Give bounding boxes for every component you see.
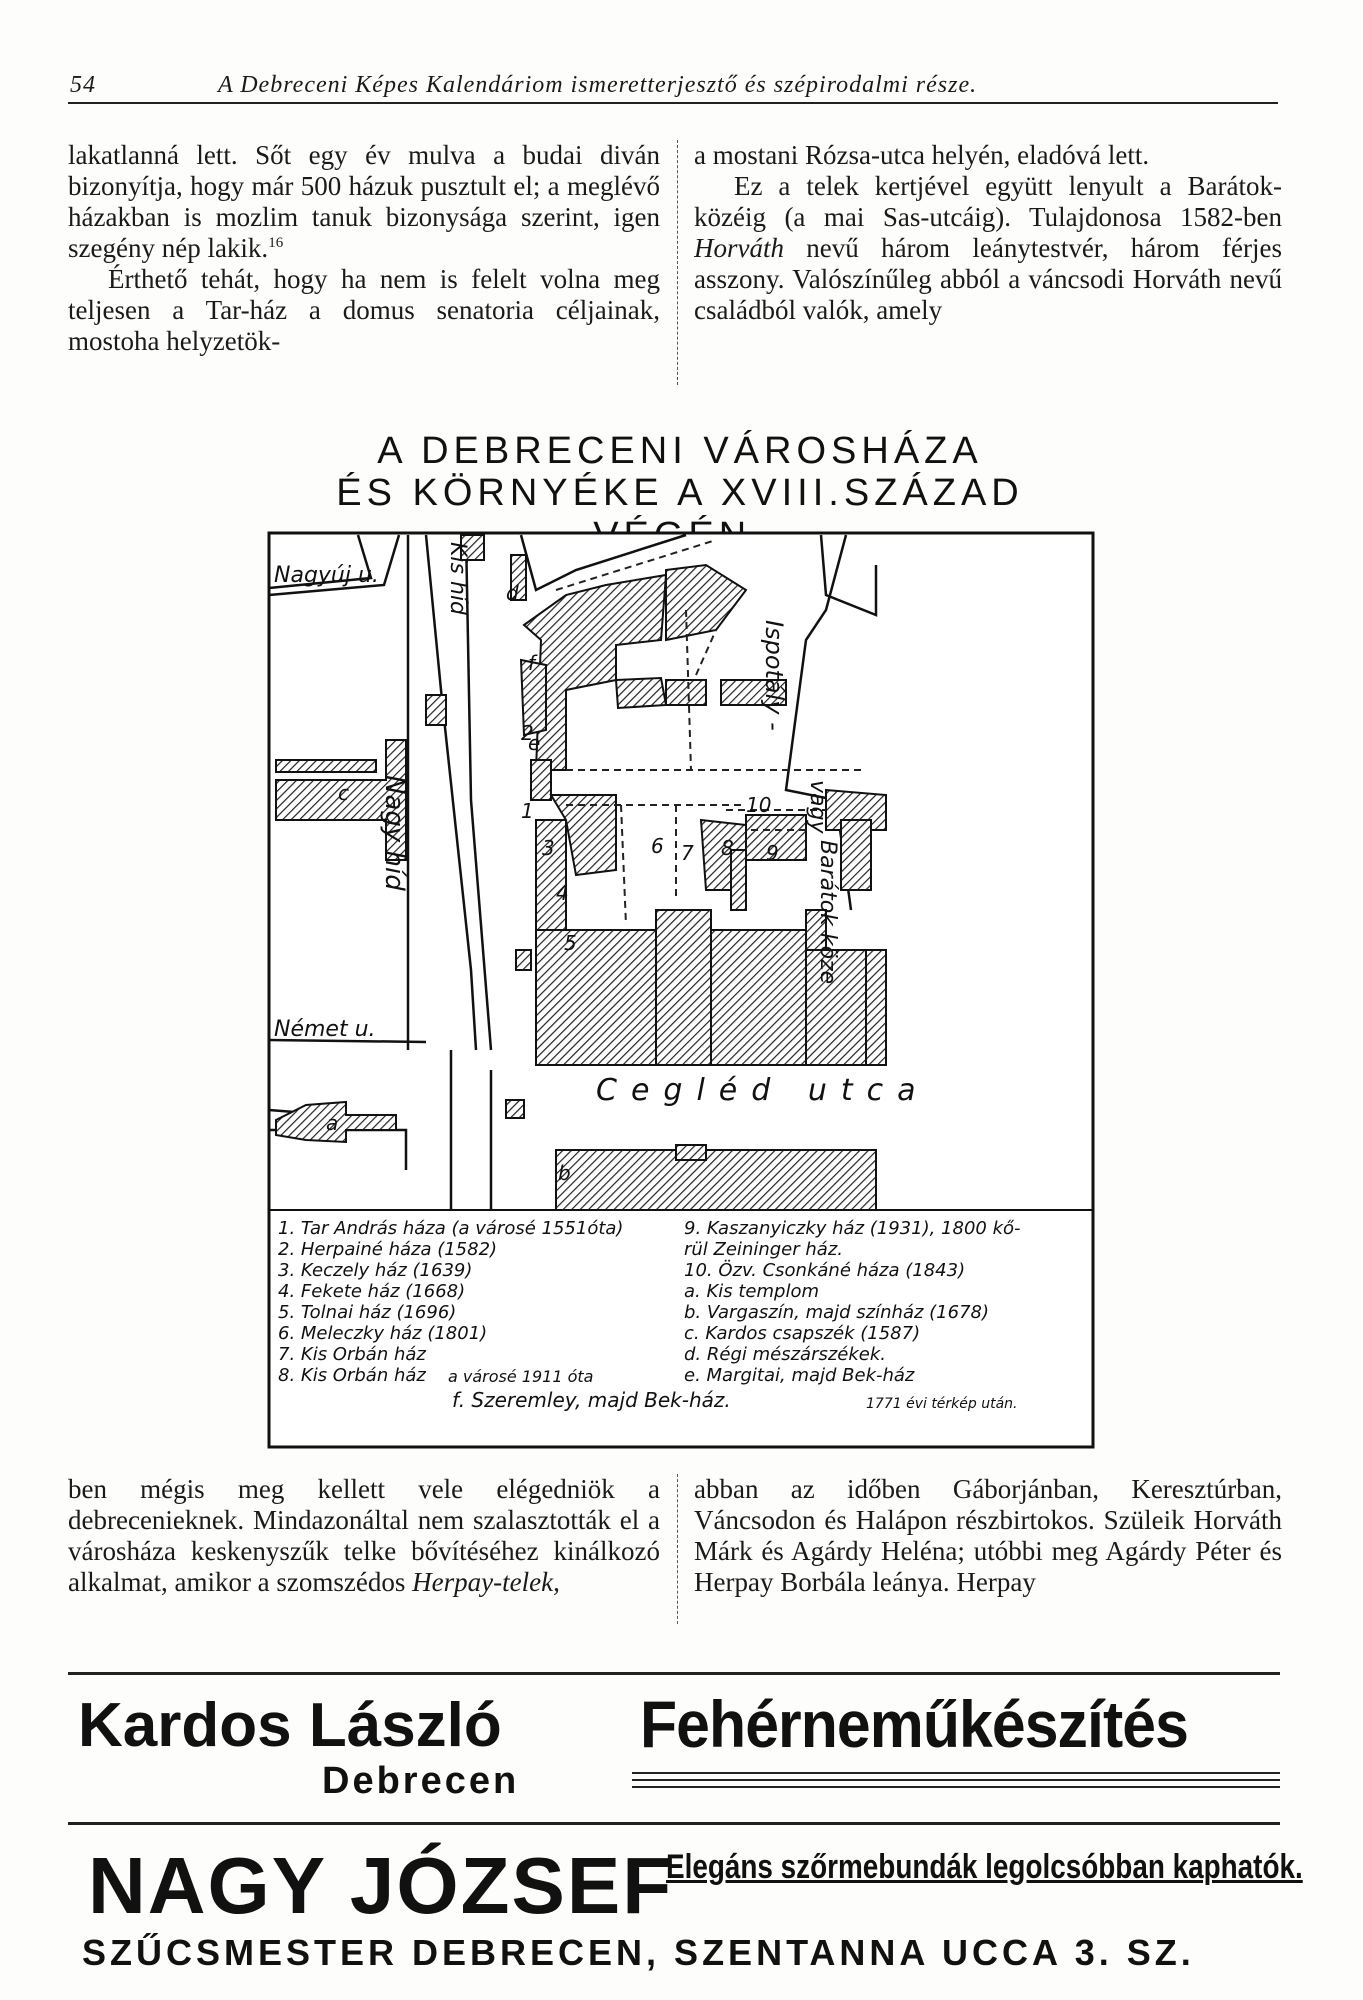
plot-label: 3: [542, 836, 555, 860]
legend-item: a. Kis templom: [684, 1281, 820, 1302]
legend-item: 2. Herpainé háza (1582): [278, 1239, 498, 1260]
ad-kardos-trade: Fehérneműkészítés: [640, 1687, 1188, 1761]
legend-item: c. Kardos csapszék (1587): [684, 1323, 921, 1344]
bottom-right-column: [694, 1474, 1282, 1634]
label-nagy-hid: Nagy híd: [379, 775, 409, 891]
legend-left: [278, 1218, 623, 1386]
map-figure: [266, 530, 1096, 1450]
plot-label: c: [338, 781, 349, 805]
legend-brace-note: a városé 1911 óta: [448, 1367, 594, 1386]
paragraph: a mostani Rózsa-utca helyén, eladóvá lett.: [694, 140, 1150, 170]
top-right-column: [694, 140, 1282, 390]
paragraph: abban az időben Gáborjánban, Keresztúrban, Váncsodon és Halápon részbirtokos. Szüleik Horváth Márk és Agárdy Heléna; utóbbi meg Agárdy Péter és Herpay Borbála leánya. Herpay: [694, 1474, 1282, 1597]
map-subtitle: ÉS KÖRNYÉKE A XVIII.SZÁZAD: [336, 472, 1024, 514]
legend-last-item: f. Szeremley, majd Bek-ház.: [452, 1388, 731, 1412]
label-cegled: Cegléd utca: [596, 1073, 930, 1108]
italic-name: Horváth: [694, 233, 784, 263]
ad-kardos-name: Kardos László: [78, 1691, 502, 1760]
plot-label: 5: [564, 931, 577, 955]
column-divider: [677, 1474, 678, 1624]
plot-label: b: [558, 1161, 571, 1185]
map-title: A DEBRECENI VÁROSHÁZA: [377, 430, 983, 472]
legend-item: 9. Kaszanyiczky ház (1931), 1800 kő-: [684, 1218, 1021, 1239]
ad-divider: [68, 1822, 1280, 1825]
column-divider: [677, 140, 678, 385]
paragraph: Ez a telek kertjével együtt lenyult a Barátok-közéig (a mai Sas-utcáig). Tulajdonosa 1582-ben Horváth nevű három leánytestvér, három férjes asszony. Valószínűleg abból a váncsodi Horváth nevű családból valók, amely: [694, 171, 1282, 325]
italic-term: Herpay-telek,: [412, 1567, 560, 1597]
ad-nagy-slogan: Elegáns szőrmebundák legolcsóbban kaphatók.: [666, 1848, 1303, 1886]
paragraph: Érthető tehát, hogy ha nem is felelt volna meg teljesen a Tar-ház a domus senatoria céljainak, mostoha helyzetök-: [68, 264, 660, 356]
legend-item: 1. Tar András háza (a városé 1551óta): [278, 1218, 624, 1239]
bottom-left-column: [68, 1474, 660, 1634]
plot-label: 2: [521, 721, 534, 745]
legend-item: 10. Özv. Csonkáné háza (1843): [684, 1260, 966, 1281]
plot-label: 1: [521, 799, 534, 823]
running-header: [68, 66, 1278, 104]
top-left-column: [68, 140, 660, 390]
label-ispotaly: Ispotály -: [760, 620, 788, 731]
label-vagy: vagy: [805, 780, 830, 834]
ad-decorative-lines: [632, 1772, 1280, 1792]
plot-label: e: [528, 731, 541, 755]
legend-item: rül Zeininger ház.: [684, 1239, 843, 1260]
legend-right: [684, 1218, 1021, 1386]
ad-divider: [68, 1672, 1280, 1675]
plot-label: 4: [556, 881, 569, 905]
legend-item: e. Margitai, majd Bek-ház: [684, 1365, 915, 1386]
ad-kardos-city: Debrecen: [322, 1760, 520, 1802]
running-title: A Debreceni Képes Kalendáriom ismeretterjesztő és szépirodalmi része.: [218, 72, 978, 98]
legend-item: 5. Tolnai ház (1696): [278, 1302, 457, 1323]
plot-label: d: [506, 581, 519, 605]
label-nemet: Német u.: [274, 1017, 376, 1042]
paragraph: ben mégis meg kellett vele elégedniök a debrecenieknek. Mindazonáltal nem szalasztották el a városháza keskenyszűk telke bővítéséhez kinálkozó alkalmat, amikor a szomszédos Herpay-telek,: [68, 1474, 660, 1597]
legend-item: 6. Meleczky ház (1801): [278, 1323, 488, 1344]
plot-label: a: [326, 1111, 339, 1135]
plot-label: 8: [721, 836, 734, 860]
label-baratok-koze: Barátok köze: [815, 840, 840, 985]
plot-label: 9: [766, 841, 779, 865]
plot-label: 6: [651, 834, 664, 858]
plot-label: 10: [746, 793, 772, 817]
legend-item: d. Régi mészárszékek.: [684, 1344, 887, 1365]
legend-item: 4. Fekete ház (1668): [278, 1281, 466, 1302]
legend-item: b. Vargaszín, majd színház (1678): [684, 1302, 990, 1323]
map-source-note: 1771 évi térkép után.: [866, 1396, 1018, 1412]
label-nagyuj: Nagyúj u.: [274, 563, 379, 588]
page-number: 54: [70, 72, 96, 98]
footnote-ref: 16: [268, 235, 284, 251]
paragraph: lakatlanná lett. Sőt egy év mulva a budai diván bizonyítja, hogy már 500 házuk pusztult el; a meglévő házakban is mozlim tanuk bizonysága szerint, igen szegény nép lakik.$^{16}$: [68, 140, 660, 263]
ad-nagy-name: NAGY JÓZSEF: [88, 1841, 674, 1930]
plot-label: f: [528, 651, 536, 675]
legend-item: 8. Kis Orbán ház: [278, 1365, 426, 1386]
plot-label: 7: [681, 841, 694, 865]
legend-item: 3. Keczely ház (1639): [278, 1260, 473, 1281]
ad-nagy-address: SZŰCSMESTER DEBRECEN, SZENTANNA UCCA 3. SZ.: [82, 1932, 1195, 1973]
legend-item: 7. Kis Orbán ház: [278, 1344, 426, 1365]
label-kis-hid: Kis híd: [445, 542, 470, 616]
